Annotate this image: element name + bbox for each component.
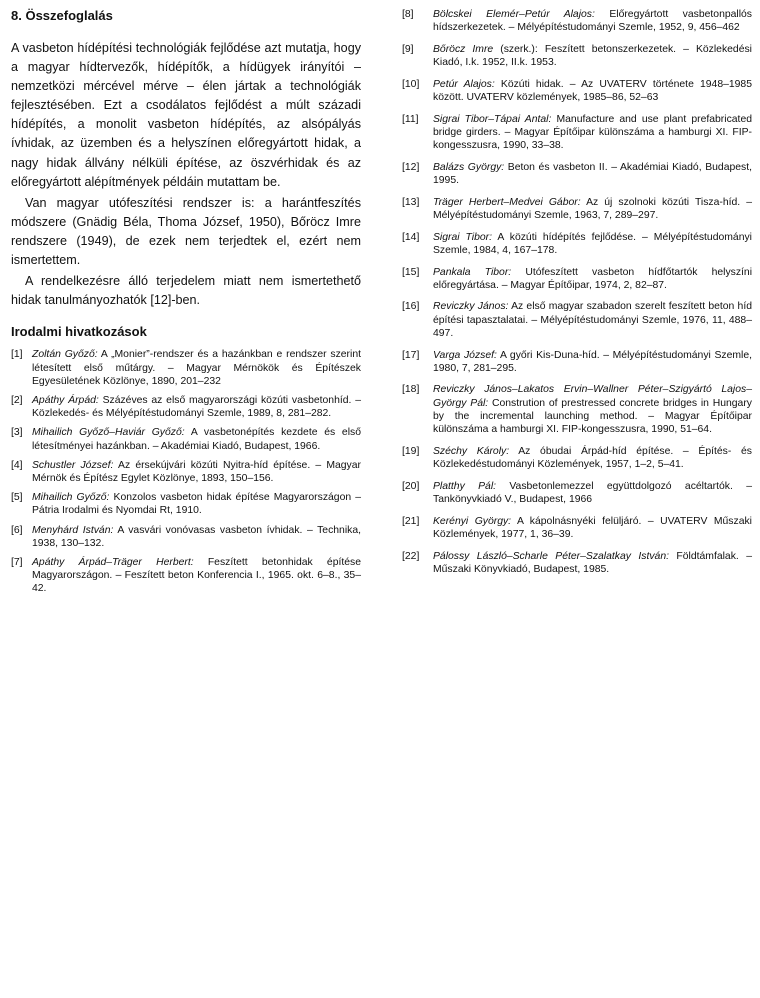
reference-item: [9] Bőröcz Imre (szerk.): Feszített betonszerkezetek. – Közlekedési Kiadó, I.k. 1952, II.k. 1953. [402, 43, 752, 69]
right-column [402, 8, 752, 584]
left-column [11, 8, 361, 602]
reference-item: [7] Apáthy Árpád–Träger Herbert: Feszített betonhidak építése Magyarországon. – Feszített beton Konferencia I., 1965. okt. 6–8., 35–42. [11, 556, 361, 595]
reference-item: [21] Kerényi György: A kápolnásnyéki felüljáró. – UVATERV Műszaki Közlemények, 1977, 1, 36–39. [402, 515, 752, 540]
reference-item: [20] Platthy Pál: Vasbetonlemezzel együttdolgozó acéltartók. – Tankönyvkiadó V., Budapest, 1966 [402, 480, 752, 505]
reference-item: [4] Schustler József: Az érsekújvári közúti Nyitra-híd építése. – Magyar Mérnök és Építész Egylet Közlönye, 1893, 150–156. [11, 459, 361, 484]
reference-item: [1] Zoltán Győző: A „Monier”-rendszer és a hazánkban e rendszer szerint létesített első műtárgy. – Magyar Mérnökök és Építészek Egyesületének Közlönye, 1890, 201–232 [11, 349, 361, 387]
reference-item: [19] Széchy Károly: Az óbudai Árpád-híd építése. – Építés- és Közlekedéstudományi Közlemények, 1957, 1–2, 5–41. [402, 445, 752, 470]
reference-item: [10] Petúr Alajos: Közúti hidak. – Az UVATERV története 1948–1985 között. UVATERV közlemények, 1985–86, 52–63 [402, 78, 752, 104]
summary-paragraph-2: Van magyar utófeszítési rendszer is: a harántfeszítés módszere (Gnädig Béla, Thoma József, 1950), Bőröcz Imre rendszere (1949), de ezek nem terjedtek el, ezért nem ismertettem. [11, 195, 361, 268]
reference-item: [3] Mihailich Győző–Haviár Győző: A vasbetonépítés kezdete és első létesítményei hazánkban. – Akadémiai Kiadó, Budapest, 1966. [11, 427, 361, 452]
reference-item: [6] Menyhárd István: A vasvári vonóvasas vasbeton ívhidak. – Technika, 1938, 130–132. [11, 524, 361, 549]
reference-item: [18] Reviczky János–Lakatos Ervin–Wallner Péter–Szigyártó Lajos–György Pál: Constrution of prestressed concrete bridges in Hungary by the incremental launching method. – Magyar Építőipar különszáma a hamburgi XI. FIP-kongesszusra, 1990, 51–64. [402, 384, 752, 436]
reference-item: [12] Balázs György: Beton és vasbeton II. – Akadémiai Kiadó, Budapest, 1995. [402, 161, 752, 187]
reference-list-right [402, 8, 752, 576]
reference-item: [16] Reviczky János: Az első magyar szabadon szerelt feszített beton híd építési tapasztalatai. – Mélyépítéstudományi Szemle, 1976, 11, 488–497. [402, 301, 752, 339]
reference-item: [11] Sigrai Tibor–Tápai Antal: Manufacture and use plant prefabricated bridge girders. – Magyar Építőipar különszáma a hamburgi XI. FIP-kongesszusra, 1990, 33–38. [402, 113, 752, 152]
reference-item: [22] Pálossy László–Scharle Péter–Szalatkay István: Földtámfalak. – Műszaki Könyvkiadó, Budapest, 1985. [402, 550, 752, 575]
reference-item: [5] Mihailich Győző: Konzolos vasbeton hidak építése Magyarországon – Pátria Irodalmi és Nyomdai Rt, 1910. [11, 492, 361, 517]
references-title: Irodalmi hivatkozások [11, 324, 147, 340]
reference-list-left [11, 348, 361, 595]
reference-item: [8] Bölcskei Elemér–Petúr Alajos: Előregyártott vasbetonpallós hídszerkezetek. – Mélyépítéstudományi Szemle, 1952, 9, 456–462 [402, 9, 752, 34]
reference-item: [17] Varga József: A győri Kis-Duna-híd. – Mélyépítéstudományi Szemle, 1980, 7, 281–295. [402, 349, 752, 374]
reference-item: [2] Apáthy Árpád: Százéves az első magyarországi közúti vasbetonhíd. – Közlekedés- és Mélyépítéstudományi Szemle, 1989, 8, 281–282. [11, 394, 361, 420]
summary-paragraph-1: A vasbeton hídépítési technológiák fejlődése azt mutatja, hogy a magyar hídtervezők, hídépítők, a hídügyek irányítói – nemzetközi mércével mérve – élen jártak a technológiák fejlesztésében. Ezt a csodálatos fejlődést a múlt századi hídépítés, a monolit vasbeton hídépítés, az alsópályás ívhidak, az üzemben és a helyszínen előregyártott hidak, a nagy hidak állvány nélküli építése, az öszvérhidak és az előregyártott alépítmények példáin mutattam be. [11, 41, 361, 189]
reference-item: [13] Träger Herbert–Medvei Gábor: Az új szolnoki közúti Tisza-híd. – Mélyépítéstudományi Szemle, 1963, 7, 289–297. [402, 196, 752, 221]
reference-item: [14] Sigrai Tibor: A közúti hídépítés fejlődése. – Mélyépítéstudományi Szemle, 1984, 4, 167–178. [402, 231, 752, 256]
reference-item: [15] Pankala Tibor: Utófeszített vasbeton hídfőtartók helyszíni előregyártása. – Magyar Építőipar, 1974, 2, 82–87. [402, 266, 753, 291]
section-title: 8. Összefoglalás [11, 8, 113, 23]
summary-paragraph-3: A rendelkezésre álló terjedelem miatt nem ismertethető hidak tanulmányozhatók [12]-ben. [11, 274, 361, 308]
